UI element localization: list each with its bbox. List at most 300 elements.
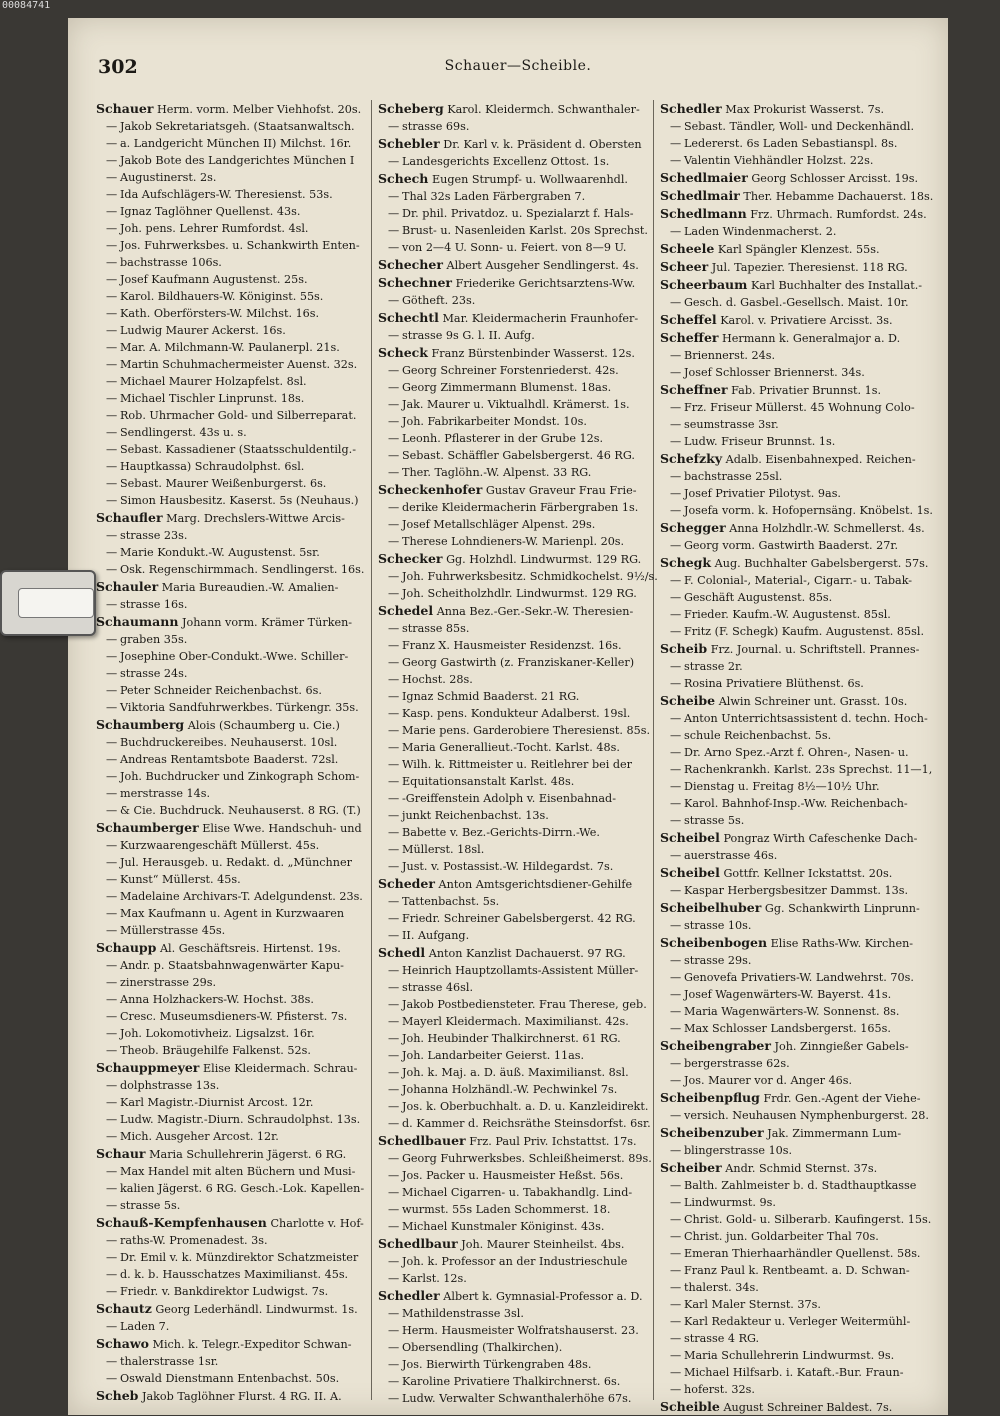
directory-entry: [660, 812, 932, 829]
entry-surname: Scheibengraber: [660, 1038, 771, 1053]
directory-entry: [378, 274, 649, 292]
directory-entry: [660, 416, 932, 433]
entry-text: Anna Holzhdlr.-W. Schmellerst. 4s.: [729, 522, 925, 535]
entry-dash: —: [670, 154, 682, 167]
directory-entry: [660, 502, 932, 519]
entry-text: strasse 16s.: [120, 598, 188, 611]
entry-dash: —: [388, 1272, 400, 1285]
entry-text: Max Kaufmann u. Agent in Kurzwaaren: [120, 907, 345, 920]
entry-text: Gg. Schankwirth Linprunn-: [764, 902, 920, 915]
entry-text: Georg Fuhrwerksbes. Schleißheimerst. 89s.: [402, 1152, 652, 1165]
directory-entry: [660, 606, 932, 623]
entry-text: Dr. Arno Spez.-Arzt f. Ohren-, Nasen- u.: [684, 746, 909, 759]
entry-dash: —: [106, 494, 118, 507]
entry-surname: Scheder: [378, 876, 435, 891]
entry-text: Ignaz Schmid Baaderst. 21 RG.: [402, 690, 580, 703]
entry-text: versich. Neuhausen Nymphenburgerst. 28.: [684, 1109, 929, 1122]
directory-entry: [378, 362, 649, 379]
entry-surname: Schautz: [96, 1301, 152, 1316]
directory-entry: [96, 1025, 367, 1042]
entry-dash: —: [388, 1169, 400, 1182]
entry-text: zinerstrasse 29s.: [120, 976, 217, 989]
directory-entry: [660, 1159, 932, 1177]
directory-entry: [378, 654, 649, 671]
entry-dash: —: [388, 1100, 400, 1113]
directory-entry: [378, 927, 649, 944]
entry-text: thalerst. 34s.: [684, 1281, 759, 1294]
entry-surname: Schegk: [660, 555, 712, 570]
entry-text: Karol. Kleidermch. Schwanthaler-: [447, 103, 640, 116]
entry-text: Landesgerichts Excellenz Ottost. 1s.: [402, 155, 610, 168]
directory-entry: [660, 1142, 932, 1159]
entry-text: strasse 5s.: [120, 1199, 181, 1212]
entry-text: Jakob Bote des Landgerichtes München I: [120, 154, 355, 167]
scan-id-label: 00084741: [2, 0, 51, 11]
directory-entry: [378, 1339, 649, 1356]
entry-text: hoferst. 32s.: [684, 1383, 755, 1396]
entry-dash: —: [106, 222, 118, 235]
directory-entry: [378, 1235, 649, 1253]
entry-text: Gottfr. Kellner Ickstattst. 20s.: [723, 867, 893, 880]
entry-dash: —: [388, 792, 400, 805]
entry-text: Dr. Emil v. k. Münzdirektor Schatzmeister: [120, 1251, 359, 1264]
entry-dash: —: [670, 729, 682, 742]
entry-surname: Schebler: [378, 136, 440, 151]
entry-text: Lindwurmst. 9s.: [684, 1196, 776, 1209]
entry-dash: —: [106, 650, 118, 663]
entry-surname: Schaufler: [96, 510, 163, 525]
entry-dash: —: [388, 690, 400, 703]
entry-dash: —: [106, 546, 118, 559]
directory-entry: [96, 1077, 367, 1094]
directory-entry: [96, 1128, 367, 1145]
entry-text: Müllerst. 18sl.: [402, 843, 485, 856]
directory-entry: [660, 952, 932, 969]
entry-text: Jos. Fuhrwerksbes. u. Schankwirth Enten-: [120, 239, 360, 252]
entry-surname: Scheerbaum: [660, 277, 748, 292]
entry-text: Michael Hilfsarb. i. Kataft.-Bur. Fraun-: [684, 1366, 904, 1379]
directory-entry: [660, 468, 932, 485]
entry-dash: —: [388, 998, 400, 1011]
entry-text: von 2—4 U. Sonn- u. Feiert. von 8—9 U.: [402, 241, 627, 254]
entry-dash: —: [388, 724, 400, 737]
entry-text: wurmst. 55s Laden Schommerst. 18.: [402, 1203, 611, 1216]
entry-dash: —: [106, 1355, 118, 1368]
entry-text: Anton Amtsgerichtsdiener-Gehilfe: [438, 878, 633, 891]
entry-text: Joh. Buchdrucker und Zinkograph Schom-: [120, 770, 360, 783]
entry-dash: —: [106, 667, 118, 680]
entry-text: Herm. Hausmeister Wolfratshauserst. 23.: [402, 1324, 639, 1337]
entry-surname: Schawo: [96, 1336, 149, 1351]
entry-text: Jakob Postbediensteter. Frau Therese, geb.: [402, 998, 647, 1011]
directory-entry: [660, 675, 932, 692]
entry-surname: Schauer: [96, 101, 154, 116]
entry-text: Mar. A. Milchmann-W. Paulanerpl. 21s.: [120, 341, 340, 354]
entry-text: Kunst“ Müllerst. 45s.: [120, 873, 241, 886]
entry-text: Albert Ausgeher Sendlingerst. 4s.: [446, 259, 639, 272]
entry-dash: —: [388, 707, 400, 720]
directory-entry: [660, 1211, 932, 1228]
entry-dash: —: [670, 591, 682, 604]
directory-entry: [660, 187, 932, 205]
entry-surname: Scheiber: [660, 1160, 722, 1175]
directory-entry: [96, 699, 367, 716]
directory-entry: [378, 1013, 649, 1030]
directory-entry: [378, 100, 649, 118]
entry-text: Augustinerst. 2s.: [120, 171, 217, 184]
entry-text: Sebast. Kassadiener (Staatsschuldentilg.-: [120, 443, 356, 456]
entry-dash: —: [670, 296, 682, 309]
entry-surname: Schech: [378, 171, 429, 186]
entry-text: Charlotte v. Hof-: [270, 1217, 364, 1230]
entry-dash: —: [388, 432, 400, 445]
directory-entry: [660, 692, 932, 710]
entry-dash: —: [670, 1196, 682, 1209]
entry-surname: Schaur: [96, 1146, 146, 1161]
directory-entry: [378, 327, 649, 344]
entry-dash: —: [106, 120, 118, 133]
directory-entry: [378, 637, 649, 654]
entry-text: Joh. Zinngießer Gabels-: [774, 1040, 909, 1053]
entry-dash: —: [388, 1186, 400, 1199]
entry-dash: —: [388, 1066, 400, 1079]
entry-text: Rosina Privatiere Blüthenst. 6s.: [684, 677, 864, 690]
entry-dash: —: [388, 1358, 400, 1371]
directory-entry: [96, 1370, 367, 1387]
directory-entry: [378, 807, 649, 824]
directory-entry: [378, 222, 649, 239]
directory-entry: [96, 888, 367, 905]
directory-entry: [378, 1305, 649, 1322]
entry-text: Heinrich Hauptzollamts-Assistent Müller-: [402, 964, 639, 977]
entry-surname: Scheer: [660, 259, 709, 274]
entry-text: Joh. pens. Lehrer Rumfordst. 4sl.: [120, 222, 309, 235]
entry-text: Jos. Packer u. Hausmeister Heßst. 56s.: [402, 1169, 624, 1182]
directory-entry: [378, 979, 649, 996]
entry-text: Elise Wwe. Handschuh- und: [202, 822, 362, 835]
entry-surname: Schedlbauer: [378, 1133, 466, 1148]
directory-entry: [96, 1042, 367, 1059]
entry-text: Emeran Thierhaarhändler Quellenst. 58s.: [684, 1247, 921, 1260]
directory-entry: [660, 258, 932, 276]
directory-entry: [660, 1072, 932, 1089]
entry-dash: —: [388, 1220, 400, 1233]
directory-entry: [96, 751, 367, 768]
entry-dash: —: [106, 907, 118, 920]
entry-dash: —: [106, 598, 118, 611]
entry-text: Jakob Taglöhner Flurst. 4 RG. II. A.: [141, 1390, 342, 1403]
entry-dash: —: [106, 154, 118, 167]
directory-entry: [96, 254, 367, 271]
directory-entry: [660, 169, 932, 187]
entry-text: Joh. k. Professor an der Industrieschule: [402, 1255, 628, 1268]
entry-dash: —: [670, 746, 682, 759]
entry-text: Karl Buchhalter des Installat.-: [750, 279, 923, 292]
entry-dash: —: [670, 1247, 682, 1260]
entry-text: Buchdruckereibes. Neuhauserst. 10sl.: [120, 736, 338, 749]
entry-dash: —: [106, 993, 118, 1006]
directory-entry: [378, 773, 649, 790]
directory-entry: [378, 962, 649, 979]
entry-dash: —: [388, 860, 400, 873]
entry-dash: —: [388, 570, 400, 583]
directory-entry: [96, 203, 367, 220]
entry-text: Ledererst. 6s Laden Sebastianspl. 8s.: [684, 137, 898, 150]
entry-dash: —: [388, 1117, 400, 1130]
entry-dash: —: [670, 120, 682, 133]
entry-text: Kasp. pens. Kondukteur Adalberst. 19sl.: [402, 707, 631, 720]
entry-dash: —: [388, 518, 400, 531]
directory-entry: [96, 458, 367, 475]
directory-entry: [660, 1381, 932, 1398]
entry-dash: —: [106, 358, 118, 371]
directory-entry: [660, 1262, 932, 1279]
directory-entry: [378, 499, 649, 516]
entry-text: Ida Aufschlägers-W. Theresienst. 53s.: [120, 188, 333, 201]
entry-text: Karol. Bahnhof-Insp.-Ww. Reichenbach-: [684, 797, 908, 810]
directory-entry: [96, 596, 367, 613]
entry-text: Georg Gastwirth (z. Franziskaner-Keller): [402, 656, 635, 669]
directory-entry: [96, 169, 367, 186]
directory-entry: [96, 922, 367, 939]
entry-dash: —: [670, 504, 682, 517]
entry-text: Michael Maurer Holzapfelst. 8sl.: [120, 375, 307, 388]
entry-text: Müllerstrasse 45s.: [120, 924, 226, 937]
entry-dash: —: [388, 964, 400, 977]
entry-text: Anton Unterrichtsassistent d. techn. Hoch-: [684, 712, 928, 725]
entry-dash: —: [670, 677, 682, 690]
entry-dash: —: [106, 1010, 118, 1023]
directory-entry: [96, 905, 367, 922]
directory-entry: [96, 1180, 367, 1197]
entry-text: bergerstrasse 62s.: [684, 1057, 790, 1070]
directory-entry: [96, 1249, 367, 1266]
directory-entry: [96, 871, 367, 888]
directory-entry: [660, 761, 932, 778]
page-number: 302: [98, 56, 138, 78]
entry-dash: —: [106, 1165, 118, 1178]
entry-text: Max Handel mit alten Büchern und Musi-: [120, 1165, 356, 1178]
directory-entry: [378, 1373, 649, 1390]
directory-entry: [96, 1353, 367, 1370]
directory-entry: [96, 682, 367, 699]
entry-text: Joh. Scheitholzhdlr. Lindwurmst. 129 RG.: [402, 587, 637, 600]
directory-entry: [96, 768, 367, 785]
entry-dash: —: [670, 988, 682, 1001]
directory-entry: [96, 785, 367, 802]
directory-entry: [378, 841, 649, 858]
entry-text: Christ. jun. Goldarbeiter Thal 70s.: [684, 1230, 879, 1243]
directory-page: [68, 18, 948, 1415]
entry-dash: —: [670, 1383, 682, 1396]
entry-dash: —: [388, 1083, 400, 1096]
directory-entry: [96, 322, 367, 339]
entry-text: Joh. Fabrikarbeiter Mondst. 10s.: [402, 415, 587, 428]
directory-entry: [660, 710, 932, 727]
directory-entry: [660, 1194, 932, 1211]
entry-text: Thal 32s Laden Färbergraben 7.: [402, 190, 586, 203]
entry-text: Karol. v. Privatiere Arcisst. 3s.: [720, 314, 893, 327]
entry-text: strasse 9s G. l. II. Aufg.: [402, 329, 535, 342]
entry-text: Frz. Paul Priv. Ichstattst. 17s.: [469, 1135, 637, 1148]
directory-entry: [378, 239, 649, 256]
entry-text: Osk. Regenschirmmach. Sendlingerst. 16s.: [120, 563, 365, 576]
entry-text: Fab. Privatier Brunnst. 1s.: [731, 384, 882, 397]
entry-surname: Scheibe: [660, 693, 716, 708]
directory-entry: [660, 433, 932, 450]
entry-surname: Schedler: [378, 1288, 440, 1303]
entry-dash: —: [106, 426, 118, 439]
entry-text: a. Landgericht München II) Milchst. 16r.: [120, 137, 352, 150]
entry-dash: —: [670, 1213, 682, 1226]
directory-entry: [378, 1167, 649, 1184]
entry-dash: —: [106, 256, 118, 269]
entry-dash: —: [388, 826, 400, 839]
entry-dash: —: [388, 224, 400, 237]
entry-dash: —: [388, 190, 400, 203]
entry-surname: Scheb: [96, 1388, 139, 1403]
directory-entry: [96, 991, 367, 1008]
entry-text: strasse 5s.: [684, 814, 745, 827]
entry-text: Maria Schullehrerin Jägerst. 6 RG.: [149, 1148, 347, 1161]
entry-text: Georg Schlosser Arcisst. 19s.: [751, 172, 919, 185]
entry-dash: —: [106, 924, 118, 937]
entry-text: Theob. Bräugehilfe Falkenst. 52s.: [120, 1044, 311, 1057]
directory-entry: [378, 118, 649, 135]
entry-text: Kath. Oberförsters-W. Milchst. 16s.: [120, 307, 320, 320]
directory-entry: [378, 1064, 649, 1081]
entry-text: Joh. Maurer Steinheilst. 4bs.: [461, 1238, 625, 1251]
directory-entry: [378, 671, 649, 688]
directory-entry: [660, 485, 932, 502]
directory-entry: [96, 1145, 367, 1163]
directory-entry: [96, 802, 367, 819]
entry-surname: Schefzky: [660, 451, 723, 466]
entry-dash: —: [106, 1372, 118, 1385]
entry-dash: —: [388, 1307, 400, 1320]
entry-text: strasse 2r.: [684, 660, 743, 673]
entry-dash: —: [388, 398, 400, 411]
entry-dash: —: [106, 307, 118, 320]
entry-text: Götheft. 23s.: [402, 294, 476, 307]
entry-text: Karl Spängler Klenzest. 55s.: [717, 243, 880, 256]
entry-dash: —: [106, 1320, 118, 1333]
directory-entry: [96, 305, 367, 322]
entry-text: auerstrasse 46s.: [684, 849, 778, 862]
entry-text: Herm. vorm. Melber Viehhofst. 20s.: [157, 103, 362, 116]
directory-entry: [378, 309, 649, 327]
directory-entry: [660, 118, 932, 135]
entry-text: Laden 7.: [120, 1320, 170, 1333]
entry-surname: Scheibelhuber: [660, 900, 762, 915]
directory-entry: [378, 722, 649, 739]
directory-entry: [378, 585, 649, 602]
entry-text: Aug. Buchhalter Gabelsbergerst. 57s.: [714, 557, 929, 570]
directory-entry: [660, 364, 932, 381]
entry-text: Marie Kondukt.-W. Augustenst. 5sr.: [120, 546, 320, 559]
entry-text: Ludw. Friseur Brunnst. 1s.: [684, 435, 836, 448]
directory-entry: [378, 1253, 649, 1270]
entry-text: Anton Kanzlist Dachauerst. 97 RG.: [428, 947, 626, 960]
entry-text: Maria Wagenwärters-W. Sonnenst. 8s.: [684, 1005, 900, 1018]
directory-entry: [96, 100, 367, 118]
entry-dash: —: [670, 418, 682, 431]
entry-text: Josef Wagenwärters-W. Bayerst. 41s.: [684, 988, 892, 1001]
entry-text: Oswald Dienstmann Entenbachst. 50s.: [120, 1372, 340, 1385]
entry-text: Sebast. Schäffler Gabelsbergerst. 46 RG.: [402, 449, 635, 462]
entry-text: Karl Redakteur u. Verleger Weitermühl-: [684, 1315, 911, 1328]
entry-dash: —: [388, 1375, 400, 1388]
column-3: [660, 100, 936, 1414]
directory-entry: [378, 1047, 649, 1064]
directory-entry: [96, 1163, 367, 1180]
entry-dash: —: [388, 843, 400, 856]
entry-text: Karoline Privatiere Thalkirchnerst. 6s.: [402, 1375, 621, 1388]
entry-text: Ludwig Maurer Ackerst. 16s.: [120, 324, 286, 337]
entry-dash: —: [106, 1079, 118, 1092]
directory-entry: [378, 705, 649, 722]
entry-dash: —: [670, 712, 682, 725]
entry-text: Joh. Fuhrwerksbesitz. Schmidkochelst. 9½/s.: [402, 570, 658, 583]
entry-text: junkt Reichenbachst. 13s.: [402, 809, 549, 822]
entry-dash: —: [388, 775, 400, 788]
entry-text: Ludw. Magistr.-Diurn. Schraudolphst. 13s.: [120, 1113, 361, 1126]
entry-dash: —: [388, 741, 400, 754]
entry-text: dolphstrasse 13s.: [120, 1079, 220, 1092]
directory-entry: [660, 623, 932, 640]
binder-clip-tab: [0, 570, 96, 636]
entry-text: Balth. Zahlmeister b. d. Stadthauptkasse: [684, 1179, 917, 1192]
entry-text: Gg. Holzhdl. Lindwurmst. 129 RG.: [446, 553, 642, 566]
entry-surname: Schedlbaur: [378, 1236, 458, 1251]
directory-entry: [660, 1107, 932, 1124]
directory-entry: [378, 1356, 649, 1373]
entry-dash: —: [106, 976, 118, 989]
entry-text: Briennerst. 24s.: [684, 349, 776, 362]
directory-entry: [660, 311, 932, 329]
entry-text: schule Reichenbachst. 5s.: [684, 729, 832, 742]
entry-text: Genovefa Privatiers-W. Landwehrst. 70s.: [684, 971, 914, 984]
entry-surname: Scheibel: [660, 865, 720, 880]
directory-entry: [96, 1059, 367, 1077]
entry-text: Franz Bürstenbinder Wasserst. 12s.: [431, 347, 635, 360]
directory-entry: [660, 1296, 932, 1313]
entry-dash: —: [388, 1324, 400, 1337]
entry-text: Anna Bez.-Ger.-Sekr.-W. Theresien-: [436, 605, 634, 618]
entry-text: Therese Lohndieners-W. Marienpl. 20s.: [402, 535, 625, 548]
directory-entry: [660, 347, 932, 364]
directory-entry: [96, 819, 367, 837]
entry-dash: —: [388, 1049, 400, 1062]
binder-clip-window: [18, 588, 94, 618]
entry-dash: —: [106, 324, 118, 337]
directory-entry: [378, 481, 649, 499]
entry-text: strasse 46sl.: [402, 981, 474, 994]
directory-entry: [660, 537, 932, 554]
entry-dash: —: [106, 563, 118, 576]
entry-text: Jos. k. Oberbuchhalt. a. D. u. Kanzleidirekt.: [402, 1100, 649, 1113]
entry-dash: —: [388, 639, 400, 652]
entry-dash: —: [670, 470, 682, 483]
entry-text: Pongraz Wirth Cafeschenke Dach-: [723, 832, 918, 845]
directory-entry: [660, 589, 932, 606]
entry-dash: —: [388, 1392, 400, 1405]
entry-surname: Schaupp: [96, 940, 157, 955]
entry-text: Michael Kunstmaler Königinst. 43s.: [402, 1220, 605, 1233]
entry-text: Madelaine Archivars-T. Adelgundenst. 23s.: [120, 890, 363, 903]
entry-text: Alwin Schreiner unt. Grasst. 10s.: [718, 695, 908, 708]
entry-text: Georg vorm. Gastwirth Baaderst. 27r.: [684, 539, 899, 552]
